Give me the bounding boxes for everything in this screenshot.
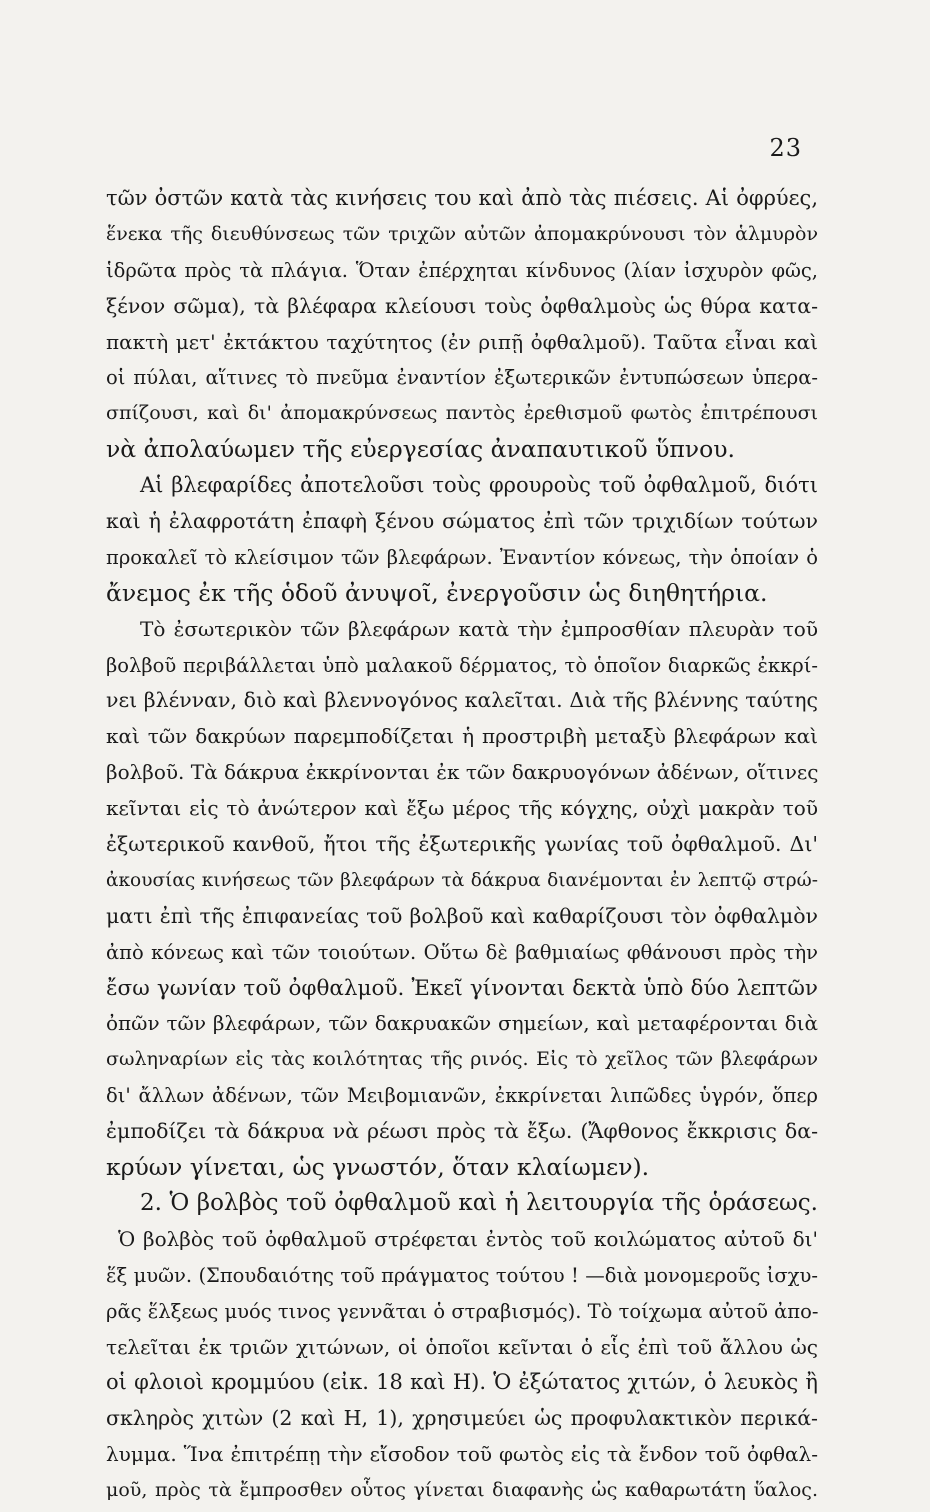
text-line: νὰ ἀπολαύωμεν τῆς εὐεργεσίας ἀναπαυτικοῦ ὕπνου. — [106, 435, 735, 464]
text-line: ἐξωτερικοῦ κανθοῦ, ἤτοι τῆς ἐξωτερικῆς γωνίας τοῦ ὀφθαλμοῦ. Δι' — [106, 832, 818, 857]
text-line: καὶ ἡ ἐλαφροτάτη ἐπαφὴ ξένου σώματος ἐπὶ τῶν τριχιδίων τούτων — [106, 509, 818, 534]
text-line: ἀκουσίας κινήσεως τῶν βλεφάρων τὰ δάκρυα διανέμονται ἐν λεπτῷ στρώ- — [106, 869, 818, 891]
page-number: 23 — [769, 134, 802, 162]
text-line: μοῦ, πρὸς τὰ ἔμπροσθεν οὗτος γίνεται διαφανὴς ὡς καθαρωτάτη ὕαλος. — [106, 1479, 818, 1502]
paragraph-start-line: Τὸ ἐσωτερικὸν τῶν βλεφάρων κατὰ τὴν ἐμπροσθίαν πλευρὰν τοῦ — [140, 616, 818, 641]
text-line: ἱδρῶτα πρὸς τὰ πλάγια. Ὅταν ἐπέρχηται κίνδυνος (λίαν ἰσχυρὸν φῶς, — [106, 258, 818, 282]
text-line: οἱ πύλαι, αἵτινες τὸ πνεῦμα ἐναντίον ἐξωτερικῶν ἐντυπώσεων ὑπερα- — [106, 366, 818, 390]
text-line: σπίζουσι, καὶ δι' ἀπομακρύνσεως παντὸς ἐρεθισμοῦ φωτὸς ἐπιτρέπουσι — [106, 402, 818, 425]
text-line: ἔσω γωνίαν τοῦ ὀφθαλμοῦ. Ἐκεῖ γίνονται δεκτὰ ὑπὸ δύο λεπτῶν — [106, 975, 818, 1001]
text-line: ἕξ μυῶν. (Σπουδαιότης τοῦ πράγματος τούτου ! —διὰ μονομεροῦς ἰσχυ- — [106, 1263, 818, 1287]
text-line: καὶ τῶν δακρύων παρεμποδίζεται ἡ προστριβὴ μεταξὺ βλεφάρων καὶ — [106, 724, 818, 749]
text-line: πακτὴ μετ' ἐκτάκτου ταχύτητος (ἐν ριπῇ ὀφθαλμοῦ). Ταῦτα εἶναι καὶ — [106, 329, 818, 354]
paragraph-start-line: Αἱ βλεφαρίδες ἀποτελοῦσι τοὺς φρουροὺς τοῦ ὀφθαλμοῦ, διότι — [140, 473, 818, 498]
text-line: ἀπὸ κόνεως καὶ τῶν τοιούτων. Οὕτω δὲ βαθμιαίως φθάνουσι πρὸς τὴν — [106, 940, 818, 964]
section-heading: 2. Ὁ βολβὸς τοῦ ὀφθαλμοῦ καὶ ἡ λειτουργία τῆς ὁράσεως. — [140, 1189, 818, 1216]
text-line: βολβοῦ περιβάλλεται ὑπὸ μαλακοῦ δέρματος, τὸ ὁποῖον διαρκῶς ἐκκρί- — [106, 653, 818, 677]
text-line: ρᾶς ἕλξεως μυός τινος γεννᾶται ὁ στραβισμός). Τὸ τοίχωμα αὐτοῦ ἀπο- — [106, 1299, 818, 1323]
text-line: σκληρὸς χιτὼν (2 καὶ Η, 1), χρησιμεύει ὡς προφυλακτικὸν περικά- — [106, 1406, 818, 1431]
text-line: ξένον σῶμα), τὰ βλέφαρα κλείουσι τοὺς ὀφθαλμοὺς ὡς θύρα κατα- — [106, 293, 818, 318]
body-text — [106, 184, 818, 1512]
text-line: ὀπῶν τῶν βλεφάρων, τῶν δακρυακῶν σημείων, καὶ μεταφέρονται διὰ — [106, 1011, 818, 1036]
text-line: κρύων γίνεται, ὡς γνωστόν, ὅταν κλαίωμεν). — [106, 1153, 650, 1182]
text-line: κεῖνται εἰς τὸ ἀνώτερον καὶ ἔξω μέρος τῆς κόγχης, οὐχὶ μακρὰν τοῦ — [106, 796, 818, 821]
text-line: Ὁ βολβὸς τοῦ ὀφθαλμοῦ στρέφεται ἐντὸς τοῦ κοιλώματος αὐτοῦ δι' — [118, 1226, 818, 1251]
text-line: νει βλένναν, διὸ καὶ βλεννογόνος καλεῖται. Διὰ τῆς βλέννης ταύτης — [106, 688, 818, 713]
text-line: βολβοῦ. Τὰ δάκρυα ἐκκρίνονται ἐκ τῶν δακρυογόνων ἀδένων, οἵτινες — [106, 760, 818, 785]
text-line: τελεῖται ἐκ τριῶν χιτώνων, οἱ ὁποῖοι κεῖνται ὁ εἷς ἐπὶ τοῦ ἄλλου ὡς — [106, 1334, 818, 1359]
text-line: λυμμα. Ἵνα ἐπιτρέπῃ τὴν εἴσοδον τοῦ φωτὸς εἰς τὰ ἔνδον τοῦ ὀφθαλ- — [106, 1442, 818, 1467]
text-line: προκαλεῖ τὸ κλείσιμον τῶν βλεφάρων. Ἐναντίον κόνεως, τὴν ὁποίαν ὁ — [106, 545, 818, 569]
text-line: σωληναρίων εἰς τὰς κοιλότητας τῆς ρινός. Εἰς τὸ χεῖλος τῶν βλεφάρων — [106, 1048, 818, 1071]
text-line: ἕνεκα τῆς διευθύνσεως τῶν τριχῶν αὐτῶν ἀπομακρύνουσι τὸν ἁλμυρὸν — [106, 222, 818, 245]
text-line: οἱ φλοιοὶ κρομμύου (εἰκ. 18 καὶ Η). Ὁ ἐξώτατος χιτών, ὁ λευκὸς ἢ — [106, 1370, 818, 1395]
text-line: ἄνεμος ἐκ τῆς ὁδοῦ ἀνυψοῖ, ἐνεργοῦσιν ὡς διηθητήρια. — [106, 578, 768, 607]
text-line: δι' ἄλλων ἀδένων, τῶν Μειβομιανῶν, ἐκκρίνεται λιπῶδες ὑγρόν, ὅπερ — [106, 1084, 818, 1108]
text-line: τῶν ὀστῶν κατὰ τὰς κινήσεις του καὶ ἀπὸ τὰς πιέσεις. Αἱ ὀφρύες, — [106, 186, 818, 210]
text-line: ἐμποδίζει τὰ δάκρυα νὰ ρέωσι πρὸς τὰ ἔξω. (Ἄφθονος ἔκκρισις δα- — [106, 1119, 818, 1144]
text-line: ματι ἐπὶ τῆς ἐπιφανείας τοῦ βολβοῦ καὶ καθαρίζουσι τὸν ὀφθαλμὸν — [106, 903, 818, 928]
